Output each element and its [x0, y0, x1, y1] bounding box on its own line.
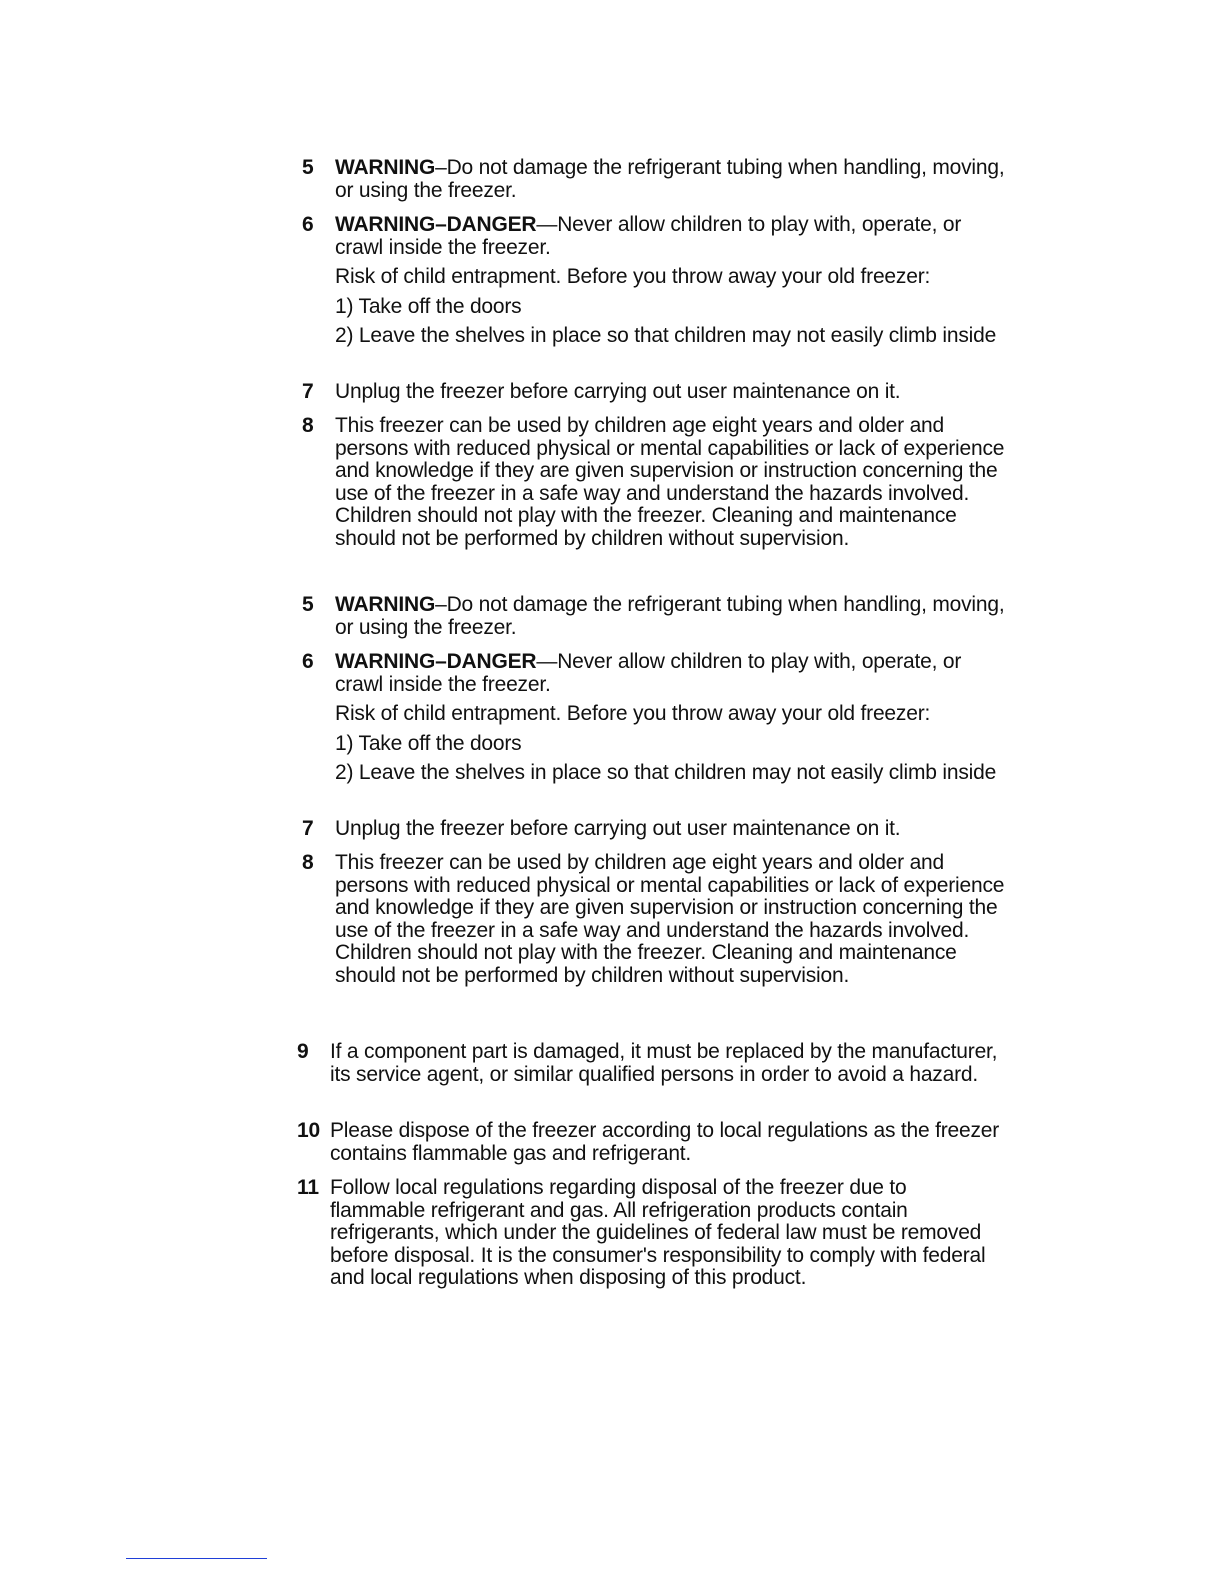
- item-body: [330, 1120, 1000, 1165]
- item-body: [335, 594, 1005, 639]
- item-text: Unplug the freezer before carrying out user maintenance on it.: [335, 380, 901, 403]
- item-body: [335, 214, 1005, 348]
- risk-text: Risk of child entrapment. Before you throw away your old freezer:: [335, 702, 931, 725]
- item-body: [335, 818, 1005, 841]
- item-body: [330, 1177, 1000, 1290]
- warning-label: WARNING–DANGER: [335, 650, 537, 673]
- item-text: WARNING–DANGER—Never allow children to play with, operate, or crawl inside the freezer.: [335, 213, 962, 259]
- item-text: If a component part is damaged, it must be replaced by the manufacturer, its service agent, or similar qualified persons in order to avoid a hazard.: [330, 1040, 998, 1086]
- item-text: Unplug the freezer before carrying out user maintenance on it.: [335, 817, 901, 840]
- item-body: [335, 381, 1005, 404]
- item-body: [335, 415, 1005, 550]
- item-text: Follow local regulations regarding disposal of the freezer due to flammable refrigerant and gas. All refrigeration products contain refrigerants, which under the guidelines of federal law must be removed before disposal. It is the consumer's responsibility to comply with federal and local regulations when disposing of this product.: [330, 1176, 986, 1289]
- item-text: This freezer can be used by children age eight years and older and persons with reduced physical or mental capabilities or lack of experience and knowledge if they are given supervision or instruction concerning the use of the freezer in a safe way and understand the hazards involved. Children should not play with the freezer. Cleaning and maintenance should not be performed by children without supervision.: [335, 414, 1005, 550]
- item-body: [335, 651, 1005, 785]
- item-text: WARNING–Do not damage the refrigerant tubing when handling, moving, or using the freezer.: [335, 156, 1005, 202]
- item-text: WARNING–DANGER—Never allow children to play with, operate, or crawl inside the freezer.: [335, 650, 962, 696]
- warning-label: WARNING: [335, 156, 436, 179]
- item-number: 11: [297, 1176, 319, 1199]
- step-1: 1) Take off the doors: [335, 294, 522, 318]
- footnote-rule: [126, 1558, 267, 1559]
- item-number: 6: [302, 650, 314, 673]
- item-number: 8: [302, 414, 314, 437]
- item-text: This freezer can be used by children age eight years and older and persons with reduced physical or mental capabilities or lack of experience and knowledge if they are given supervision or instruction concerning the use of the freezer in a safe way and understand the hazards involved. Children should not play with the freezer. Cleaning and maintenance should not be performed by children without supervision.: [335, 851, 1005, 987]
- item-number: 7: [302, 817, 314, 840]
- item-body: [330, 1041, 1000, 1086]
- item-number: 5: [302, 156, 314, 179]
- warning-label: WARNING: [335, 593, 436, 616]
- warning-label: WARNING–DANGER: [335, 213, 537, 236]
- item-number: 5: [302, 593, 314, 616]
- item-text: Please dispose of the freezer according to local regulations as the freezer contains flammable gas and refrigerant.: [330, 1119, 1000, 1165]
- item-number: 9: [297, 1040, 309, 1063]
- risk-text: Risk of child entrapment. Before you throw away your old freezer:: [335, 265, 931, 288]
- item-number: 8: [302, 851, 314, 874]
- item-body: [335, 157, 1005, 202]
- item-number: 7: [302, 380, 314, 403]
- item-number: 6: [302, 213, 314, 236]
- step-1: 1) Take off the doors: [335, 731, 522, 755]
- step-2: 2) Leave the shelves in place so that children may not easily climb inside: [335, 324, 997, 347]
- item-text: WARNING–Do not damage the refrigerant tubing when handling, moving, or using the freezer.: [335, 593, 1005, 639]
- item-body: [335, 852, 1005, 987]
- step-2: 2) Leave the shelves in place so that children may not easily climb inside: [335, 761, 997, 784]
- item-number: 10: [297, 1119, 320, 1142]
